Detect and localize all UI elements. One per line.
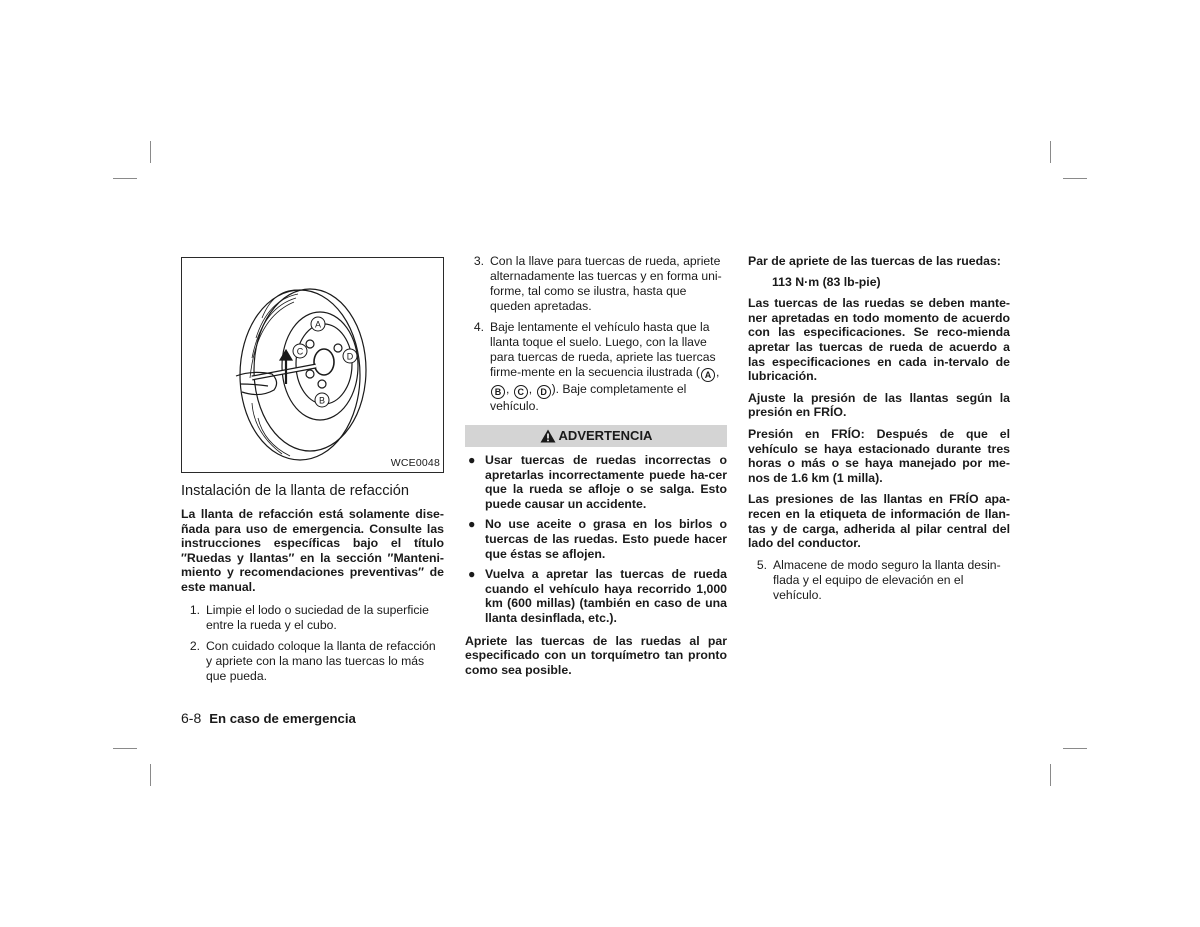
step-text: Almacene de modo seguro la llanta desin-flada y el equipo de elevación en el vehículo.	[773, 557, 1001, 602]
bullet-icon: ●	[468, 567, 476, 582]
step-text	[490, 320, 727, 414]
column-right	[748, 254, 1010, 603]
step-text-part: ). Baje completamente el vehículo.	[490, 382, 687, 413]
crop-mark	[1050, 764, 1051, 786]
page-footer	[181, 710, 356, 726]
tire-wrench-drawing	[182, 258, 443, 472]
warning-item	[465, 567, 727, 625]
paragraph-label-location: Las presiones de las llantas en FRÍO apa-recen en la etiqueta de información de llan-tas y de carga, adherida al pilar central del lado del conductor.	[748, 492, 1010, 551]
circled-letter-b: B	[491, 385, 505, 399]
torque-value: 113 N·m (83 lb-pie)	[772, 274, 881, 289]
intro-paragraph: La llanta de refacción está solamente dise-ñada para uso de emergencia. Consulte las instrucciones específicas bajo el título ″Ruedas y llantas″ en la sección ″Manteni-miento y recomendaciones preventivas″ de este manual.	[181, 507, 444, 594]
step-5	[748, 558, 1010, 603]
crop-mark	[1050, 141, 1051, 163]
separator: ,	[528, 382, 533, 396]
crop-mark	[1063, 178, 1087, 179]
figure-code: WCE0048	[390, 457, 440, 470]
torque-title: Par de apriete de las tuercas de las ruedas:	[748, 254, 1001, 268]
label-c: C	[296, 346, 304, 357]
bullet-icon: ●	[468, 517, 476, 532]
paragraph-tighten: Las tuercas de las ruedas se deben mante-ner apretadas en todo momento de acuerdo con las especificaciones. Se reco-mienda apretar las tuercas de rueda de acuerdo a las especificaciones en cada in-tervalo de lubricación.	[748, 296, 1010, 384]
warning-triangle-icon	[540, 429, 556, 443]
column-left	[181, 254, 444, 684]
step-1	[181, 603, 444, 633]
crop-mark	[150, 764, 151, 786]
step-number: 4.	[473, 320, 484, 334]
paragraph-cold-pressure: Presión en FRÍO: Después de que el vehículo se haya estacionado durante tres horas o más o se haya manejado por me-nos de 1.6 km (1 milla).	[748, 426, 1010, 485]
step-text: Limpie el lodo o suciedad de la superficie entre la rueda y el cubo.	[206, 602, 429, 632]
step-number: 1.	[189, 602, 200, 617]
circled-letter-a: A	[701, 368, 715, 382]
step-4	[465, 320, 727, 414]
warning-item-text: No use aceite o grasa en los birlos o tuercas de las ruedas. Esto puede hacer que éstas se aflojen.	[485, 517, 727, 561]
step-3	[465, 254, 727, 314]
label-a: A	[314, 319, 322, 330]
warning-item-text: Vuelva a apretar las tuercas de rueda cuando el vehículo haya recorrido 1,000 km (600 millas) (también en caso de una llanta desinflada, etc.).	[485, 567, 727, 625]
step-text: Con cuidado coloque la llanta de refacción y apriete con la mano las tuercas lo más que pueda.	[206, 638, 436, 683]
crop-mark	[113, 748, 137, 749]
tire-illustration	[181, 257, 444, 473]
column-middle	[465, 254, 727, 677]
crop-mark	[113, 178, 137, 179]
closing-paragraph: Apriete las tuercas de las ruedas al par especificado con un torquímetro tan pronto como sea posible.	[465, 633, 727, 677]
section-title: Instalación de la llanta de refacción	[181, 483, 409, 499]
separator: ,	[716, 365, 720, 379]
crop-mark	[150, 141, 151, 163]
step-number: 2.	[189, 638, 200, 653]
chapter-title: En caso de emergencia	[209, 711, 356, 726]
warning-item-text: Usar tuercas de ruedas incorrectas o apretarlas incorrectamente puede ha-cer que la rueda se afloje o se salga. Esto puede causar un accidente.	[485, 453, 727, 511]
warning-title: ADVERTENCIA	[558, 427, 653, 443]
label-b: B	[318, 395, 326, 406]
circled-letter-d: D	[537, 385, 551, 399]
paragraph-adjust-pressure: Ajuste la presión de las llantas según la presión en FRÍO.	[748, 390, 1010, 420]
page-number: 6-8	[181, 710, 202, 726]
circled-letter-c: C	[514, 385, 528, 399]
step-text: Con la llave para tuercas de rueda, apriete alternadamente las tuercas y en forma uni-forme, tal como se ilustra, hasta que queden apretadas.	[490, 254, 722, 313]
step-number: 3.	[473, 254, 484, 268]
warning-item	[465, 517, 727, 561]
crop-mark	[1063, 748, 1087, 749]
step-2	[181, 639, 444, 684]
step-number: 5.	[756, 557, 767, 572]
warning-header	[465, 425, 727, 447]
bullet-icon: ●	[468, 453, 476, 467]
label-d: D	[346, 351, 354, 362]
separator: ,	[506, 382, 513, 396]
step-text-part: Baje lentamente el vehículo hasta que la llanta toque el suelo. Luego, con la llave para tuercas de rueda, apriete las tuercas firme-mente en la secuencia ilustrada (	[490, 320, 716, 379]
warning-item	[465, 453, 727, 511]
